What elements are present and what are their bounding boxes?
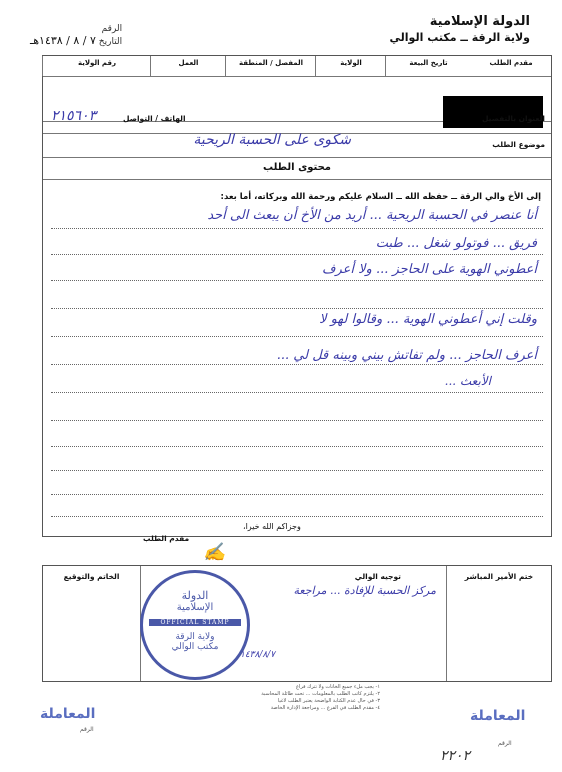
hand-line-6: الأبعث ... xyxy=(444,374,491,388)
left-brand-sub: الرقم xyxy=(80,726,94,733)
hand-line-4: وقلت إني أعطوني الهوية ... وقالوا لهو لا xyxy=(319,312,537,327)
form-data-row xyxy=(43,76,551,122)
hand-line-2: فريق ... فوتولو شغل ... طبت xyxy=(375,236,537,251)
col-wilaya: الولاية xyxy=(315,56,386,76)
number-label: الرقم xyxy=(101,24,123,34)
office-name: ولاية الرقة ــ مكتب الوالي xyxy=(389,31,530,44)
hand-number: ٢٢٠٢ xyxy=(440,748,471,764)
right-brand: المعاملة xyxy=(470,708,526,724)
form-header-row xyxy=(43,56,551,77)
date-value: ٧ / ٨ / ١٤٣٨هـ xyxy=(30,34,96,47)
col-area: المفصل / المنطقة xyxy=(225,56,316,76)
letter-greeting: إلى الأخ والي الرقة ــ حفظه الله ــ السلام عليكم ورحمة الله وبركاته، أما بعد: xyxy=(220,192,541,202)
wali-directive-text: مركز الحسبة للإفادة ... مراجعة xyxy=(293,584,436,597)
stamp-date-hand: ١٤٣٨/٨/٧ xyxy=(240,650,276,660)
hand-line-5: أعرف الحاجز ... ولم تفاتش بيني وبينه قل لي ... xyxy=(276,348,537,363)
wali-directive-label: توجيه الوالي xyxy=(354,572,401,581)
header-right xyxy=(390,14,530,44)
subject-label: موضوع الطلب xyxy=(492,140,545,149)
col-applicant: مقدم الطلب xyxy=(489,59,533,67)
phone-label: الهاتف / التواصل xyxy=(123,114,186,123)
col-wilaya-number: رقم الولاية xyxy=(42,56,151,76)
header-left xyxy=(30,24,122,47)
hand-line-3: أعطوني الهوية على الحاجز ... ولا أعرف xyxy=(321,262,537,277)
closing: وجزاكم الله خيرا، xyxy=(243,522,301,531)
stamp-signature-cell: الخاتم والتوقيع xyxy=(43,566,141,681)
content-header: محتوى الطلب xyxy=(43,157,551,180)
footer-notes: ١- يجب ملء جميع الخانات ولا تترك فراغ ٢- يلتزم كاتب الطلب بالمعلومات ... تحت طائلة المحاسبة ٣- في حال عدم الكتابة الواضحة يعتبر الطلب لاغيا ٤- مقدم الطلب في الفرع ... ومراجعة الإدارة الخاصة xyxy=(261,684,380,711)
subject-value: شكوى على الحسبة الريحية xyxy=(193,132,351,148)
applicant-signature: ✍ xyxy=(203,542,226,563)
state-name: الدولة الإسلامية xyxy=(429,14,530,29)
directive-box xyxy=(42,565,552,682)
address-label: العنوان بالتفصيل xyxy=(481,114,545,123)
official-seal: الدولة الإسلامية OFFICIAL STAMP ولاية الرقة مكتب الوالي xyxy=(140,570,250,680)
request-form xyxy=(42,55,552,563)
date-label: التاريخ xyxy=(98,37,123,47)
col-work: العمل xyxy=(150,56,226,76)
left-brand: المعاملة xyxy=(40,706,96,722)
hand-line-1: أنا عنصر في الحسبة الريحية ... أريد من الأخ أن يبعث الى أحد xyxy=(207,208,537,223)
phone-value: ٢١٥٦٠٣ xyxy=(51,108,97,124)
applicant-signature-label: مقدم الطلب xyxy=(143,534,190,543)
right-brand-sub: الرقم xyxy=(498,740,512,747)
emir-stamp-cell: ختم الأمير المباشر xyxy=(446,566,551,681)
col-pledge-date: تاريخ البيعة xyxy=(385,56,471,76)
